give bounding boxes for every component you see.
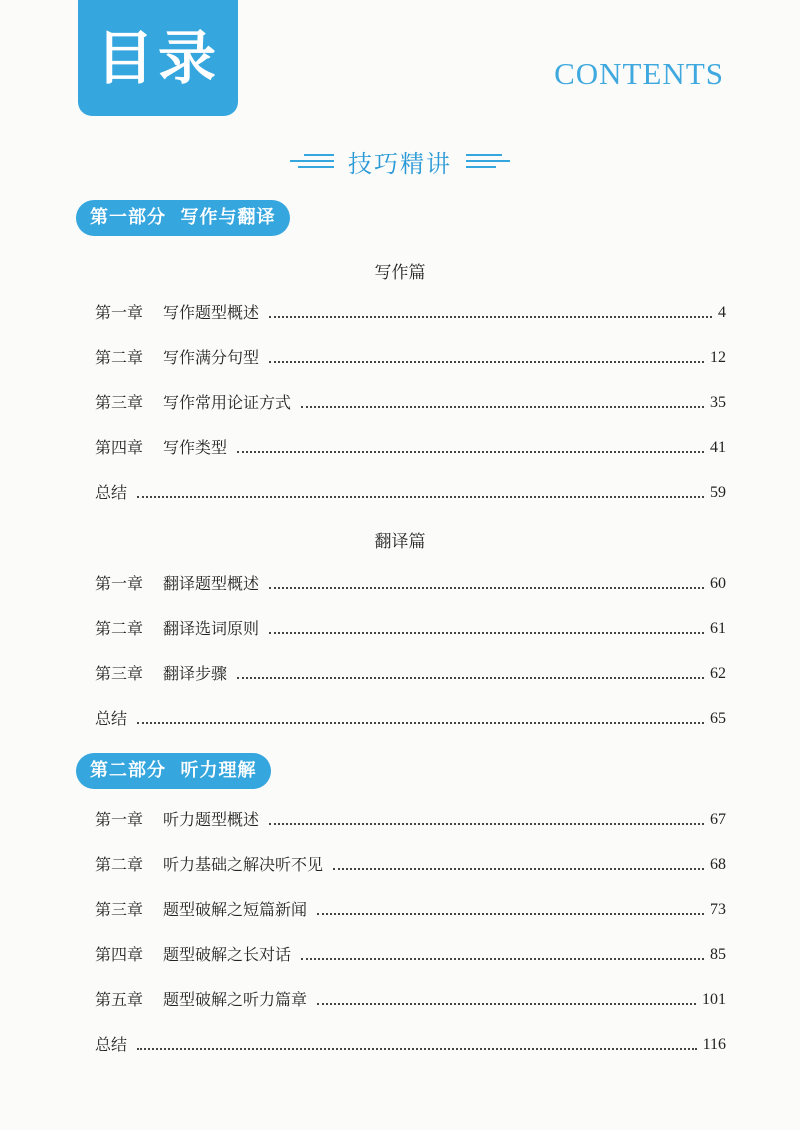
toc-title: 写作常用论证方式 (163, 393, 292, 412)
section-title: 技巧精讲 (348, 149, 452, 178)
toc-page: 67 (710, 811, 726, 828)
page-title: 目录 (95, 24, 220, 92)
subsection-heading-writing: 写作篇 (374, 263, 426, 283)
dot-leader (269, 587, 704, 589)
dot-leader (269, 361, 704, 363)
toc-page: 65 (710, 710, 726, 727)
toc-title: 写作类型 (163, 438, 228, 457)
toc-page: 73 (710, 901, 726, 918)
toc-entry[interactable] (95, 571, 726, 595)
toc-chapter: 第三章 (95, 900, 144, 919)
left-decor-lines (290, 154, 334, 168)
toc-entry[interactable] (95, 435, 726, 459)
toc-chapter: 第一章 (95, 574, 144, 593)
toc-title: 总结 (95, 1035, 128, 1054)
toc-chapter: 第一章 (95, 810, 144, 829)
toc-page: 59 (710, 484, 726, 501)
subsection-heading-translation: 翻译篇 (374, 532, 426, 552)
toc-page: 35 (710, 394, 726, 411)
contents-label: CONTENTS (554, 56, 724, 91)
toc-entry[interactable] (95, 987, 726, 1011)
toc-entry[interactable] (95, 897, 726, 921)
toc-title: 题型破解之短篇新闻 (163, 900, 308, 919)
toc-entry[interactable] (95, 807, 726, 831)
toc-page: 116 (702, 1036, 726, 1053)
toc-page: 60 (710, 575, 726, 592)
toc-title: 听力题型概述 (163, 810, 260, 829)
toc-title: 写作满分句型 (163, 348, 260, 367)
section-header (0, 143, 800, 179)
toc-entry[interactable] (95, 661, 726, 685)
toc-title: 翻译题型概述 (163, 574, 260, 593)
part-1-label[interactable]: 第一部分 写作与翻译 (76, 200, 290, 236)
dot-leader (237, 451, 704, 453)
toc-title: 听力基础之解决听不见 (163, 855, 324, 874)
toc-title: 题型破解之听力篇章 (163, 990, 308, 1009)
title-block (78, 0, 238, 116)
toc-entry[interactable] (95, 300, 726, 324)
right-decor-lines (466, 154, 510, 168)
toc-page: 61 (710, 620, 726, 637)
toc-chapter: 第二章 (95, 348, 144, 367)
toc-page: 68 (710, 856, 726, 873)
toc-entry[interactable] (95, 390, 726, 414)
toc-entry[interactable] (95, 480, 726, 504)
toc-title: 题型破解之长对话 (163, 945, 292, 964)
dot-leader (237, 677, 704, 679)
dot-leader (317, 913, 704, 915)
toc-title: 写作题型概述 (163, 303, 260, 322)
toc-title: 翻译步骤 (163, 664, 228, 683)
dot-leader (269, 316, 712, 318)
toc-chapter: 第三章 (95, 664, 144, 683)
toc-page: 62 (710, 665, 726, 682)
toc-entry[interactable] (95, 616, 726, 640)
toc-entry[interactable] (95, 345, 726, 369)
dot-leader (137, 722, 704, 724)
toc-page: 41 (710, 439, 726, 456)
toc-title: 总结 (95, 483, 128, 502)
dot-leader (301, 406, 704, 408)
dot-leader (137, 496, 704, 498)
dot-leader (269, 632, 704, 634)
toc-title: 总结 (95, 709, 128, 728)
toc-page: 85 (710, 946, 726, 963)
toc-chapter: 第三章 (95, 393, 144, 412)
toc-chapter: 第二章 (95, 619, 144, 638)
dot-leader (269, 823, 704, 825)
toc-page: 101 (702, 991, 726, 1008)
part-2-label[interactable]: 第二部分 听力理解 (76, 753, 271, 789)
toc-page: 4 (718, 304, 726, 321)
dot-leader (333, 868, 704, 870)
toc-chapter: 第五章 (95, 990, 144, 1009)
toc-page: 12 (710, 349, 726, 366)
toc-entry[interactable] (95, 1032, 726, 1056)
dot-leader (317, 1003, 696, 1005)
toc-chapter: 第四章 (95, 945, 144, 964)
toc-entry[interactable] (95, 942, 726, 966)
dot-leader (301, 958, 704, 960)
toc-chapter: 第四章 (95, 438, 144, 457)
toc-title: 翻译选词原则 (163, 619, 260, 638)
toc-entry[interactable] (95, 706, 726, 730)
dot-leader (137, 1048, 697, 1050)
toc-entry[interactable] (95, 852, 726, 876)
toc-chapter: 第一章 (95, 303, 144, 322)
toc-chapter: 第二章 (95, 855, 144, 874)
